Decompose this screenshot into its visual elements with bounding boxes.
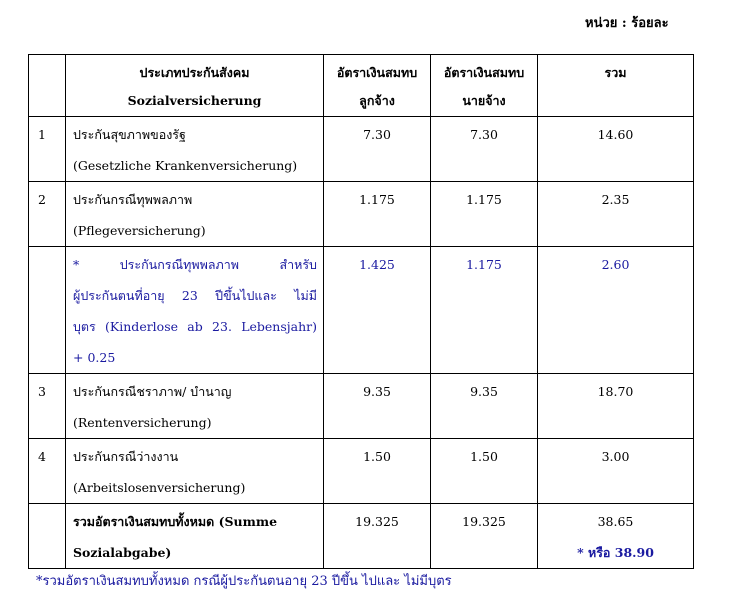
header-employee-line1: อัตราเงินสมทบ: [336, 65, 418, 80]
unit-label: หน่วย : ร้อยละ: [585, 16, 669, 31]
total-rate: 2.35: [538, 182, 694, 247]
table-row: [29, 182, 694, 247]
header-total-label: รวม: [604, 65, 627, 80]
total-rate: 14.60: [538, 117, 694, 182]
summary-label-line2: Sozialabgabe): [73, 545, 172, 560]
insurance-name-german: (Pflegeversicherung): [73, 223, 206, 238]
table-row: [29, 374, 694, 439]
table-header-row: [29, 55, 694, 117]
insurance-name: [66, 182, 324, 247]
row-number: [29, 247, 66, 374]
header-insurance-type: [66, 55, 324, 117]
table-row-childless-note: [29, 247, 694, 374]
total-rate: 3.00: [538, 439, 694, 504]
employee-rate: 7.30: [324, 117, 431, 182]
header-employer-line1: อัตราเงินสมทบ: [443, 65, 525, 80]
employer-rate: 1.175: [431, 182, 538, 247]
row-number: 1: [29, 117, 66, 182]
table-row: [29, 117, 694, 182]
insurance-name-thai: ประกันสุขภาพของรัฐ: [73, 127, 186, 142]
row-number: 2: [29, 182, 66, 247]
insurance-name: [66, 439, 324, 504]
employee-rate: 1.50: [324, 439, 431, 504]
header-employer-line2: นายจ้าง: [462, 93, 506, 108]
insurance-name-german: (Arbeitslosenversicherung): [73, 480, 246, 495]
employee-rate: 1.175: [324, 182, 431, 247]
total-rate: 2.60: [538, 247, 694, 374]
insurance-name-german: (Gesetzliche Krankenversicherung): [73, 158, 298, 173]
header-employee-rate: [324, 55, 431, 117]
header-employer-rate: [431, 55, 538, 117]
insurance-note-line: ผู้ประกันตนที่อายุ 23 ปีขึ้นไปและ ไม่มี: [73, 288, 317, 303]
employer-rate: 9.35: [431, 374, 538, 439]
employee-rate: 1.425: [324, 247, 431, 374]
social-insurance-table: [28, 54, 694, 569]
footnote: *รวมอัตราเงินสมทบทั้งหมด กรณีผู้ประกันตนอายุ 23 ปีขึ้น ไปและ ไม่มีบุตร: [36, 574, 452, 589]
summary-employer-rate: 19.325: [431, 504, 538, 569]
insurance-name: [66, 374, 324, 439]
summary-label: [66, 504, 324, 569]
header-type-german: Sozialversicherung: [127, 93, 262, 108]
insurance-name: [66, 117, 324, 182]
summary-label-line1: รวมอัตราเงินสมทบทั้งหมด (Summe: [73, 514, 278, 529]
header-type-thai: ประเภทประกันสังคม: [139, 65, 250, 80]
row-number: 3: [29, 374, 66, 439]
table-row: [29, 439, 694, 504]
header-employee-line2: ลูกจ้าง: [359, 93, 395, 108]
employer-rate: 1.50: [431, 439, 538, 504]
insurance-name: [66, 247, 324, 374]
header-no: [29, 55, 66, 117]
employee-rate: 9.35: [324, 374, 431, 439]
total-rate: 18.70: [538, 374, 694, 439]
table-summary-row: [29, 504, 694, 569]
insurance-name-thai: ประกันกรณีว่างงาน: [73, 449, 179, 464]
summary-total-alternative: * หรือ 38.90: [577, 545, 654, 560]
row-number: [29, 504, 66, 569]
row-number: 4: [29, 439, 66, 504]
header-total: [538, 55, 694, 117]
summary-employee-rate: 19.325: [324, 504, 431, 569]
summary-total-value: 38.65: [597, 514, 634, 529]
insurance-note-line: บุตร (Kinderlose ab 23. Lebensjahr): [73, 319, 317, 334]
insurance-name-thai: ประกันกรณีทุพพลภาพ: [73, 192, 193, 207]
employer-rate: 7.30: [431, 117, 538, 182]
employer-rate: 1.175: [431, 247, 538, 374]
insurance-note-line: + 0.25: [73, 350, 116, 365]
insurance-name-thai: ประกันกรณีชราภาพ/ บำนาญ: [73, 384, 232, 399]
insurance-name-german: (Rentenversicherung): [73, 415, 212, 430]
insurance-note-line: * ประกันกรณีทุพพลภาพ สำหรับ: [73, 257, 317, 272]
summary-total: [538, 504, 694, 569]
